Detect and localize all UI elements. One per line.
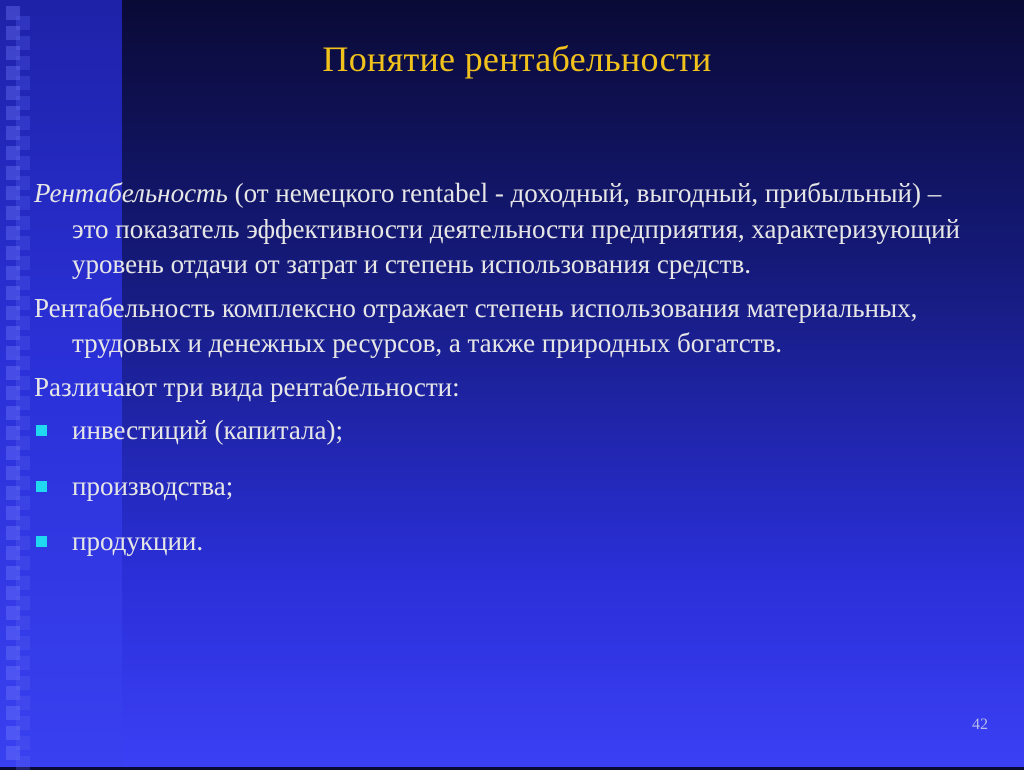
square-bullet-icon <box>36 481 47 492</box>
list-item-label: производства; <box>72 470 234 501</box>
decorative-square-column <box>0 0 30 767</box>
list-item <box>34 524 974 560</box>
list-item <box>34 413 974 449</box>
paragraph-3: Различают три вида рентабельности: <box>34 371 460 402</box>
slide-title: Понятие рентабельности <box>322 39 712 79</box>
list-item-label: инвестиций (капитала); <box>72 415 344 445</box>
definition-text: (от немецкого rentabel - доходный, выгодный, прибыльный) – это показатель эффективности деятельности предприятия, характеризующий уровень отдачи от затрат и степень использования средств. <box>72 178 960 279</box>
paragraph-2: Рентабельность комплексно отражает степень использования материальных, трудовых и денежных ресурсов, а также природных богатств. <box>34 292 918 358</box>
page-number: 42 <box>972 716 988 733</box>
rentability-types-list <box>34 413 974 560</box>
slide-body <box>34 176 974 580</box>
list-item-label: продукции. <box>72 526 204 556</box>
decorative-square <box>16 756 30 770</box>
list-item <box>34 469 974 505</box>
definition-paragraph <box>34 176 974 283</box>
square-bullet-icon <box>36 536 47 547</box>
definition-term: Рентабельность <box>34 178 228 208</box>
square-bullet-icon <box>36 425 47 436</box>
